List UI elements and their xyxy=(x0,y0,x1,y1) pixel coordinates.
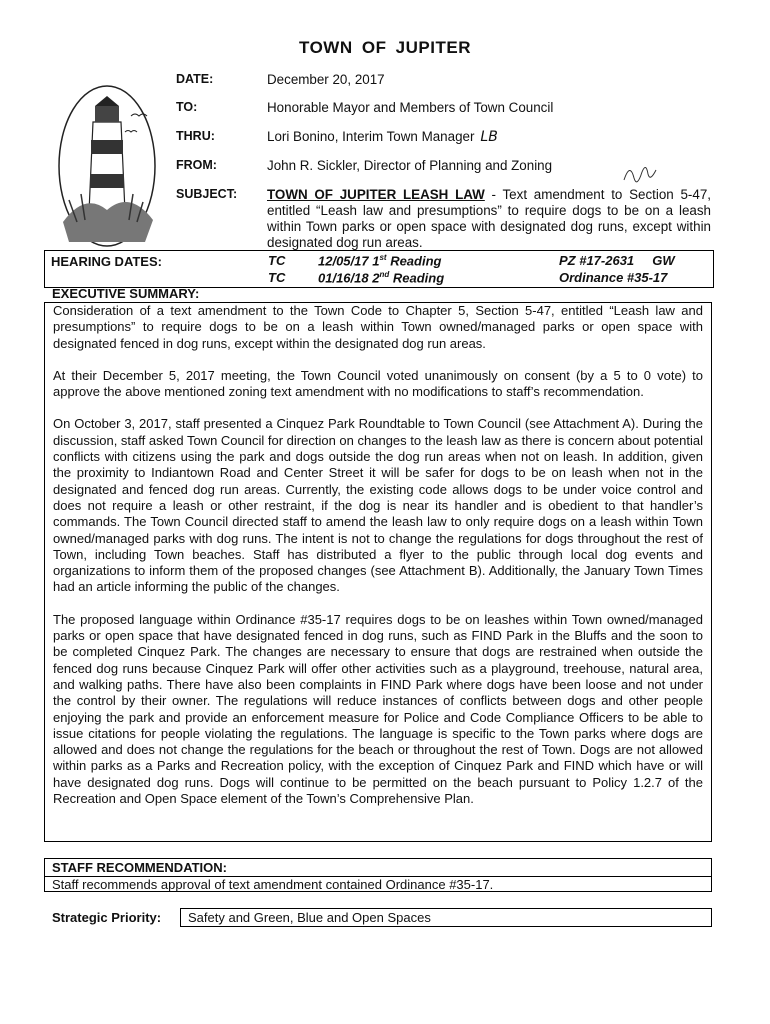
hearing-line-1-reading: Reading xyxy=(386,253,442,269)
strategic-priority-value: Safety and Green, Blue and Open Spaces xyxy=(180,908,712,927)
hearing-line-1 xyxy=(268,253,441,268)
hearing-line-1-code: TC xyxy=(268,253,286,269)
executive-summary-title: EXECUTIVE SUMMARY: xyxy=(52,286,200,301)
from-value: John R. Sickler, Director of Planning and Zoning xyxy=(267,158,553,173)
lighthouse-logo-icon xyxy=(55,82,160,250)
thru-value: Lori Bonino, Interim Town Manager xyxy=(267,129,475,144)
thru-label: THRU: xyxy=(176,129,215,143)
date-label: DATE: xyxy=(176,72,214,86)
subject-label: SUBJECT: xyxy=(176,187,238,201)
thru-initials: LB xyxy=(480,129,498,145)
strategic-priority-label: Strategic Priority: xyxy=(52,910,162,925)
subject-text: - Text amendment to Section 5-47, entitled “Leash law and presumptions” to require dogs to be on a leash within Town parks or open space with designated dog runs, except within designated dog run areas. xyxy=(267,187,711,250)
hearing-dates-label: HEARING DATES: xyxy=(51,254,162,269)
executive-summary-box xyxy=(44,302,712,842)
from-label: FROM: xyxy=(176,158,217,172)
hearing-line-1-sup: st xyxy=(379,253,387,262)
hearing-line-2-code: TC xyxy=(268,270,286,286)
to-label: TO: xyxy=(176,100,198,114)
summary-paragraph: Consideration of a text amendment to the Town Code to Chapter 5, Section 5-47, entitled “Leash law and presumptions” to require dogs to be on a leash within Town owned/managed parks or open space with designated fenced in dog runs, except within the designated dog run areas. xyxy=(53,303,703,351)
hearing-dates-box xyxy=(44,250,714,288)
subject-value xyxy=(267,187,711,251)
to-value: Honorable Mayor and Members of Town Council xyxy=(267,100,554,115)
date-value: December 20, 2017 xyxy=(267,72,385,87)
hearing-line-1-date: 12/05/17 1 xyxy=(318,253,380,269)
memo-thru-row xyxy=(176,129,711,147)
hearing-line-2-sup: nd xyxy=(379,270,390,279)
document-title: TOWN OF JUPITER xyxy=(299,38,471,57)
subject-title: TOWN OF JUPITER LEASH LAW xyxy=(267,187,485,202)
thru-value-wrap xyxy=(267,129,711,145)
hearing-line-2-date: 01/16/18 2 xyxy=(318,270,380,286)
ordinance-number: Ordinance #35-17 xyxy=(559,270,668,285)
memo-date-row xyxy=(176,72,711,90)
summary-paragraph: The proposed language within Ordinance #35-17 requires dogs to be on leashes within Town owned/managed parks or open space that have designated fenced in dog runs, such as FIND Park in the Bluffs and the soon to be completed Cinquez Park. The changes are necessary to ensure that dogs are restrained when outside the fenced dog runs because Cinquez Park will offer other activities such as a playground, treehouse, natural area, and walking paths. There have also been complaints in FIND Park where dogs have been loose and not under the control by their owner. The regulations will reduce instances of conflicts between dogs and other people enjoying the park and provide an enforcement measure for Police and Code Compliance Officers to be able to issue citations for people violating the regulations. The language is specific to the Town parks where dogs are allowed and does not change the regulations for the beach or throughout the rest of Town. Dogs are not allowed within parks as a Parks and Recreation policy, with the exception of Cinquez Park and FIND which have or will have designated dog runs. Dogs will continue to be permitted on the beach pursuant to Policy 1.2.7 of the Recreation and Open Space element of the Town’s Comprehensive Plan. xyxy=(53,611,703,807)
staff-recommendation-title: STAFF RECOMMENDATION: xyxy=(52,860,227,875)
staff-recommendation-box xyxy=(44,858,712,892)
staff-recommendation-text: Staff recommends approval of text amendment contained Ordinance #35-17. xyxy=(45,876,711,893)
summary-paragraph: On October 3, 2017, staff presented a Cinquez Park Roundtable to Town Council (see Attachment A). During the discussion, staff asked Town Council for direction on changes to the leash law as there is concern about potential conflicts with citizens using the park and dogs outside the dog run areas when not on leash. In addition, given the proximity to Indiantown Road and Center Street it will be safer for dogs to be on leash when not in the designated and fenced dog run areas. Currently, the existing code allows dogs to be under voice control and does not require a leash or other restraint, if the dog is near its handler and is obedient to that handler’s commands. The Town Council directed staff to amend the leash law to only require dogs on a leash within Town owned/managed parks with dog runs. The intent is not to change the regulations for dogs throughout the rest of Town, including Town beaches. Staff has distributed a flyer to the public through local dog events and organizations to inform them of the proposed changes (see Attachment B). Additionally, the January Town Times had an article informing the public of the changes. xyxy=(53,416,703,595)
hearing-line-2 xyxy=(268,270,444,285)
memo-to-row xyxy=(176,100,711,118)
hearing-right-cell xyxy=(553,251,713,287)
hearing-line-2-reading: Reading xyxy=(389,270,445,286)
pz-number: PZ #17-2631 GW xyxy=(559,253,675,268)
memo-subject-row xyxy=(176,187,711,251)
signature-initials-icon xyxy=(620,160,660,190)
summary-paragraph: At their December 5, 2017 meeting, the Town Council voted unanimously on consent (by a 5 to 0 vote) to approve the above mentioned zoning text amendment with no modifications to staff’s recommendation. xyxy=(53,367,703,400)
